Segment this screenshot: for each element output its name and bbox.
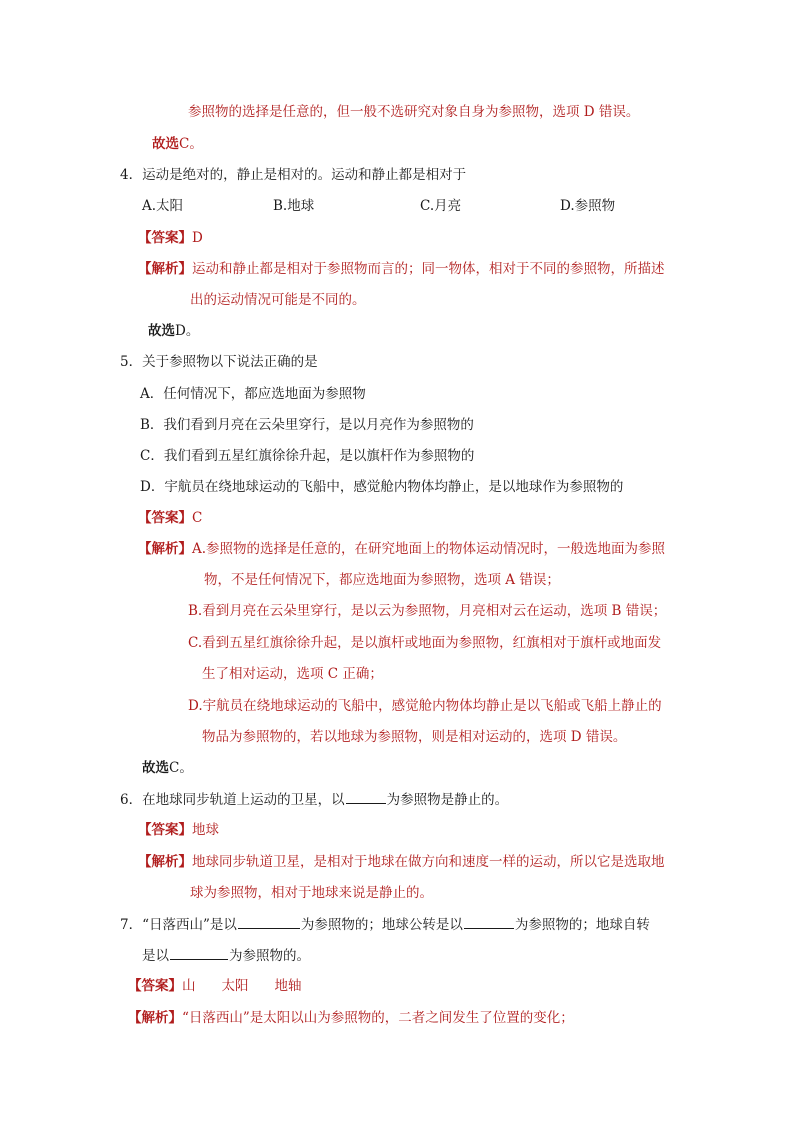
q7-analysis-line-1 — [128, 1009, 574, 1027]
q7-stem-line-2 — [142, 946, 310, 965]
q5-analysis-line-4: C.看到五星红旗徐徐升起，是以旗杆或地面为参照物，红旗相对于旗杆或地面发 — [188, 635, 662, 651]
q6-analysis-line-1 — [138, 853, 665, 871]
analysis-label: 【解析】 — [128, 1010, 182, 1026]
q4-analysis-line-1 — [138, 260, 665, 278]
conclusion-label: 故选 — [148, 323, 175, 339]
q6-stem-after: 为参照物是静止的。 — [386, 792, 509, 808]
q5-analysis-line-5: 生了相对运动，选项 C 正确； — [202, 666, 383, 682]
q5-option-c: C．我们看到五星红旗徐徐升起，是以旗杆作为参照物的 — [140, 448, 475, 464]
q6-stem-before: 6．在地球同步轨道上运动的卫星，以 — [120, 792, 345, 808]
answer-value: 地球 — [192, 822, 219, 838]
q7-answer — [128, 977, 302, 995]
answer-label: 【答案】 — [128, 978, 182, 994]
q4-option-d: D.参照物 — [560, 198, 616, 214]
prev-analysis-tail: 参照物的选择是任意的，但一般不选研究对象自身为参照物，选项 D 错误。 — [188, 104, 640, 120]
q5-option-d: D．宇航员在绕地球运动的飞船中，感觉舱内物体均静止，是以地球作为参照物的 — [140, 479, 624, 495]
q6-analysis-line-2: 球为参照物，相对于地球来说是静止的。 — [190, 885, 433, 901]
q5-stem: 5．关于参照物以下说法正确的是 — [120, 354, 318, 370]
q4-answer — [138, 229, 203, 247]
q6-blank[interactable] — [346, 790, 386, 804]
q4-option-b: B.地球 — [273, 198, 315, 214]
conclusion-label: 故选 — [142, 760, 169, 776]
q6-answer — [138, 821, 219, 839]
q5-option-b: B．我们看到月亮在云朵里穿行，是以月亮作为参照物的 — [140, 417, 474, 433]
q5-analysis-line-3: B.看到月亮在云朵里穿行，是以云为参照物，月亮相对云在运动，选项 B 错误； — [188, 603, 667, 619]
analysis-text: A.参照物的选择是任意的，在研究地面上的物体运动情况时，一般选地面为参照 — [192, 541, 666, 557]
q5-option-a: A．任何情况下，都应选地面为参照物 — [140, 386, 366, 402]
q7-blank-1[interactable] — [238, 915, 300, 929]
q5-analysis-line-6: D.宇航员在绕地球运动的飞船中，感觉舱内物体均静止是以飞船或飞船上静止的 — [188, 698, 662, 714]
q5-conclusion — [142, 759, 193, 777]
q4-stem: 4．运动是绝对的，静止是相对的。运动和静止都是相对于 — [120, 167, 467, 183]
analysis-label: 【解析】 — [138, 261, 192, 277]
analysis-text: “日落西山”是太阳以山为参照物的，二者之间发生了位置的变化； — [182, 1010, 574, 1026]
analysis-label: 【解析】 — [138, 854, 192, 870]
q6-stem — [120, 790, 508, 809]
q7-stem-part: 为参照物的；地球公转是以 — [300, 917, 463, 933]
q5-analysis-line-2: 物，不是任何情况下，都应选地面为参照物，选项 A 错误； — [204, 572, 560, 588]
answer-label: 【答案】 — [138, 822, 192, 838]
q7-number: 7． — [120, 917, 143, 933]
conclusion-value: D。 — [175, 323, 200, 339]
q7-stem-line-1 — [120, 915, 650, 934]
q7-stem-part: 为参照物的。 — [229, 948, 310, 964]
answer-label: 【答案】 — [138, 230, 192, 246]
analysis-label: 【解析】 — [138, 541, 192, 557]
conclusion-value: C。 — [179, 136, 203, 152]
answer-label: 【答案】 — [138, 510, 192, 526]
conclusion-label: 故选 — [152, 136, 179, 152]
q4-conclusion — [148, 322, 199, 340]
q4-options — [0, 197, 794, 215]
analysis-text: 地球同步轨道卫星，是相对于地球在做方向和速度一样的运动，所以它是选取地 — [192, 854, 665, 870]
q4-option-c: C.月亮 — [420, 198, 462, 214]
q7-stem-part: 是以 — [142, 948, 169, 964]
q4-option-a: A.太阳 — [142, 198, 184, 214]
answer-value-3: 地轴 — [274, 978, 302, 994]
q5-analysis-line-7: 物品为参照物的，若以地球为参照物，则是相对运动的，选项 D 错误。 — [202, 729, 627, 745]
answer-value-2: 太阳 — [221, 978, 249, 994]
q7-stem-part: 为参照物的；地球自转 — [514, 917, 650, 933]
q7-blank-3[interactable] — [170, 946, 228, 960]
q7-blank-2[interactable] — [464, 915, 514, 929]
conclusion-value: C。 — [169, 760, 193, 776]
q4-analysis-line-2: 出的运动情况可能是不同的。 — [190, 292, 366, 308]
answer-value-1: 山 — [182, 978, 196, 994]
analysis-text: 运动和静止都是相对于参照物而言的；同一物体，相对于不同的参照物，所描述 — [192, 261, 665, 277]
q5-answer — [138, 509, 202, 527]
prev-conclusion — [152, 135, 203, 153]
q7-stem-part: “日落西山”是以 — [142, 917, 237, 933]
q5-analysis-line-1 — [138, 540, 665, 558]
answer-value: C — [192, 510, 203, 526]
answer-value: D — [192, 230, 203, 246]
